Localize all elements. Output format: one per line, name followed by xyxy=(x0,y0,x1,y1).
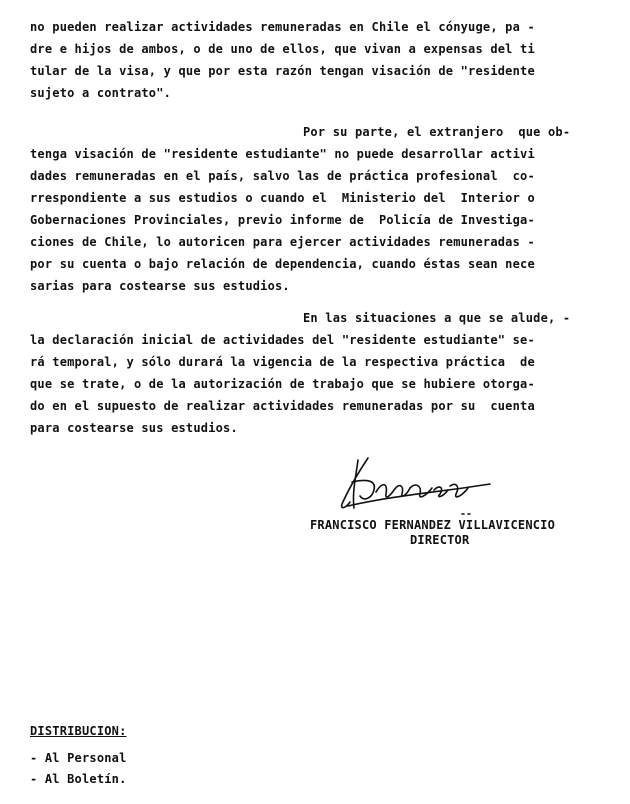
text-line: sarias para costearse sus estudios. xyxy=(30,279,290,293)
text-line: que se trate, o de la autorización de trabajo que se hubiere otorga- xyxy=(30,377,535,391)
distribution-heading: DISTRIBUCION: xyxy=(30,724,127,738)
signatory-name: FRANCISCO FERNANDEZ VILLAVICENCIO xyxy=(310,518,556,532)
signature-image xyxy=(330,452,500,522)
text-line: sujeto a contrato". xyxy=(30,86,172,100)
text-line: dre e hijos de ambos, o de uno de ellos, que vivan a expensas del ti xyxy=(30,42,535,56)
text-line: En las situaciones a que se alude, - xyxy=(303,311,571,325)
distribution-item: - Al Personal xyxy=(30,751,127,765)
text-line: la declaración inicial de actividades del "residente estudiante" se- xyxy=(30,333,535,347)
text-line: para costearse sus estudios. xyxy=(30,421,238,435)
text-line: Gobernaciones Provinciales, previo informe de Policía de Investiga- xyxy=(30,213,535,227)
signatory-title: DIRECTOR xyxy=(410,533,470,547)
text-line: do en el supuesto de realizar actividades remuneradas por su cuenta xyxy=(30,399,535,413)
text-line: rá temporal, y sólo durará la vigencia de la respectiva práctica de xyxy=(30,355,535,369)
text-line: rrespondiente a sus estudios o cuando el Ministerio del Interior o xyxy=(30,191,535,205)
text-line: no pueden realizar actividades remuneradas en Chile el cónyuge, pa - xyxy=(30,20,535,34)
text-line: Por su parte, el extranjero que ob- xyxy=(303,125,571,139)
distribution-item: - Al Boletín. xyxy=(30,772,127,786)
text-line: ciones de Chile, lo autoricen para ejercer actividades remuneradas - xyxy=(30,235,535,249)
text-line: por su cuenta o bajo relación de dependencia, cuando éstas sean nece xyxy=(30,257,535,271)
text-line: dades remuneradas en el país, salvo las de práctica profesional co- xyxy=(30,169,535,183)
text-line: tular de la visa, y que por esta razón tengan visación de "residente xyxy=(30,64,535,78)
text-line: tenga visación de "residente estudiante" no puede desarrollar activi xyxy=(30,147,535,161)
